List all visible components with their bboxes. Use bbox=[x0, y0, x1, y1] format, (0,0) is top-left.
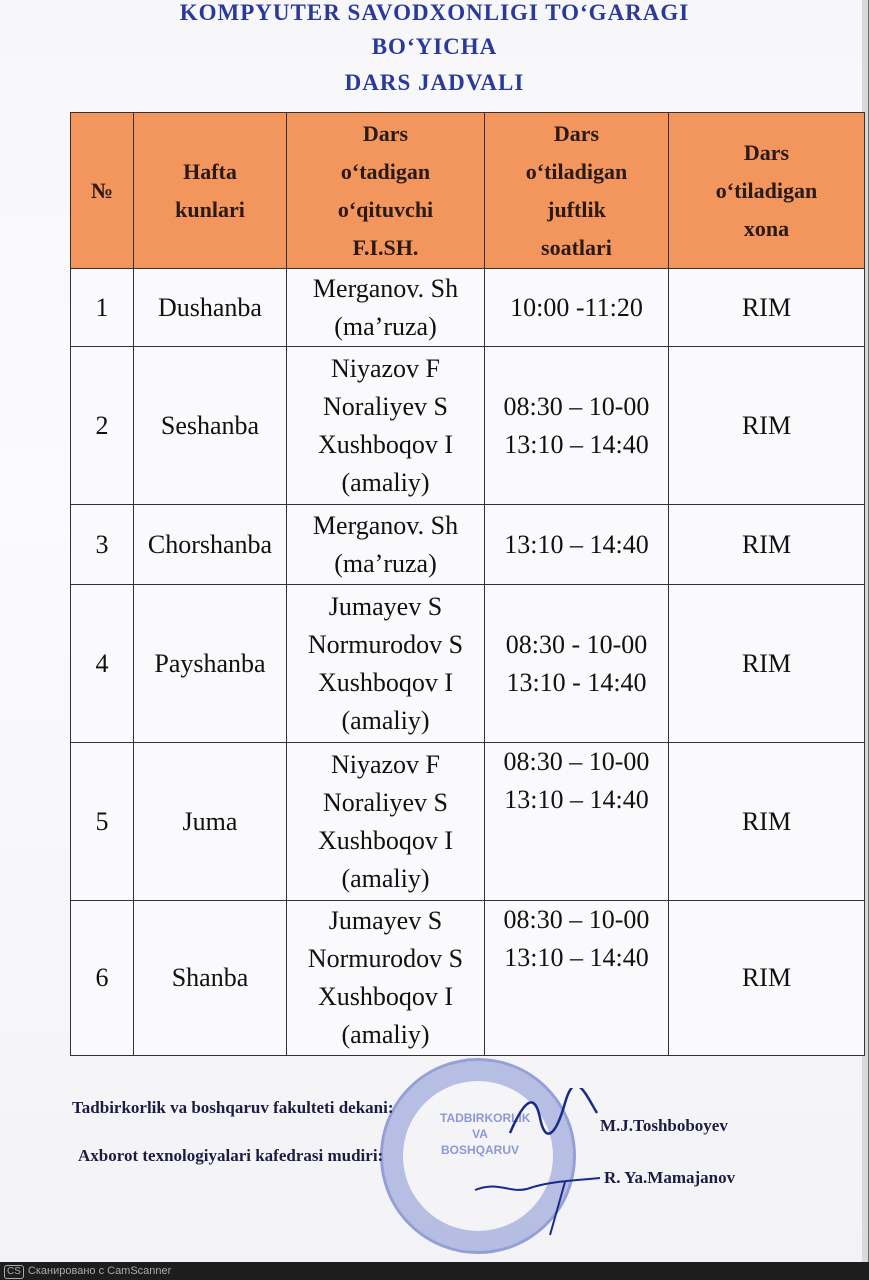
row-room: RIM bbox=[669, 585, 865, 743]
row-time: 10:00 -11:20 bbox=[485, 269, 669, 347]
row-day: Juma bbox=[134, 743, 287, 901]
table-row bbox=[71, 505, 865, 585]
document-title-line-3: DARS JADVALI bbox=[344, 70, 525, 95]
head-signature-mark bbox=[470, 1160, 610, 1240]
table-header-row bbox=[71, 113, 865, 269]
row-room: RIM bbox=[669, 743, 865, 901]
row-room: RIM bbox=[669, 269, 865, 347]
row-room: RIM bbox=[669, 901, 865, 1056]
dean-signature-mark bbox=[505, 1088, 605, 1148]
dean-name: M.J.Toshboboyev bbox=[600, 1116, 728, 1135]
header-number: № bbox=[71, 113, 134, 269]
table-row bbox=[71, 901, 865, 1056]
dean-title: Tadbirkorlik va boshqaruv fakulteti dekani: bbox=[72, 1098, 394, 1117]
row-day: Seshanba bbox=[134, 347, 287, 505]
header-room: Dars o‘tiladigan xona bbox=[669, 113, 865, 269]
row-number: 3 bbox=[71, 505, 134, 585]
row-teacher: Jumayev S Normurodov S Xushboqov I (amaliy) bbox=[287, 901, 485, 1056]
stamp-text: TADBIRKORLIK VA BOSHQARUV bbox=[440, 1111, 531, 1157]
row-day: Shanba bbox=[134, 901, 287, 1056]
camscanner-icon: CS bbox=[4, 1265, 24, 1279]
header-teacher: Dars o‘tadigan o‘qituvchi F.I.SH. bbox=[287, 113, 485, 269]
row-room: RIM bbox=[669, 505, 865, 585]
row-time: 08:30 – 10-00 13:10 – 14:40 bbox=[485, 347, 669, 505]
row-room: RIM bbox=[669, 347, 865, 505]
header-time: Dars o‘tiladigan juftlik soatlari bbox=[485, 113, 669, 269]
head-title: Axborot texnologiyalari kafedrasi mudiri: bbox=[78, 1146, 384, 1165]
table-row bbox=[71, 347, 865, 505]
table-row bbox=[71, 585, 865, 743]
row-day: Chorshanba bbox=[134, 505, 287, 585]
schedule-table bbox=[70, 112, 865, 1056]
row-number: 4 bbox=[71, 585, 134, 743]
row-teacher: Merganov. Sh (ma’ruza) bbox=[287, 505, 485, 585]
row-number: 5 bbox=[71, 743, 134, 901]
head-name: R. Ya.Mamajanov bbox=[604, 1168, 736, 1187]
row-teacher: Merganov. Sh (ma’ruza) bbox=[287, 269, 485, 347]
scanner-footer bbox=[0, 1262, 869, 1280]
row-teacher: Jumayev S Normurodov S Xushboqov I (amaliy) bbox=[287, 585, 485, 743]
row-day: Dushanba bbox=[134, 269, 287, 347]
document-title-line-2: BO‘YICHA bbox=[371, 34, 498, 59]
row-teacher: Niyazov F Noraliyev S Xushboqov I (amaliy) bbox=[287, 347, 485, 505]
row-time: 08:30 – 10-00 13:10 – 14:40 bbox=[485, 901, 669, 1056]
header-day: Hafta kunlari bbox=[134, 113, 287, 269]
row-time: 08:30 - 10-00 13:10 - 14:40 bbox=[485, 585, 669, 743]
row-time: 08:30 – 10-00 13:10 – 14:40 bbox=[485, 743, 669, 901]
document-title-line-1: KOMPYUTER SAVODXONLIGI TO‘GARAGI bbox=[179, 0, 690, 25]
row-number: 6 bbox=[71, 901, 134, 1056]
row-day: Payshanba bbox=[134, 585, 287, 743]
scanner-text: Сканировано с CamScanner bbox=[27, 1265, 172, 1277]
table-row bbox=[71, 743, 865, 901]
row-time: 13:10 – 14:40 bbox=[485, 505, 669, 585]
row-number: 2 bbox=[71, 347, 134, 505]
row-number: 1 bbox=[71, 269, 134, 347]
table-row bbox=[71, 269, 865, 347]
row-teacher: Niyazov F Noraliyev S Xushboqov I (amaliy) bbox=[287, 743, 485, 901]
